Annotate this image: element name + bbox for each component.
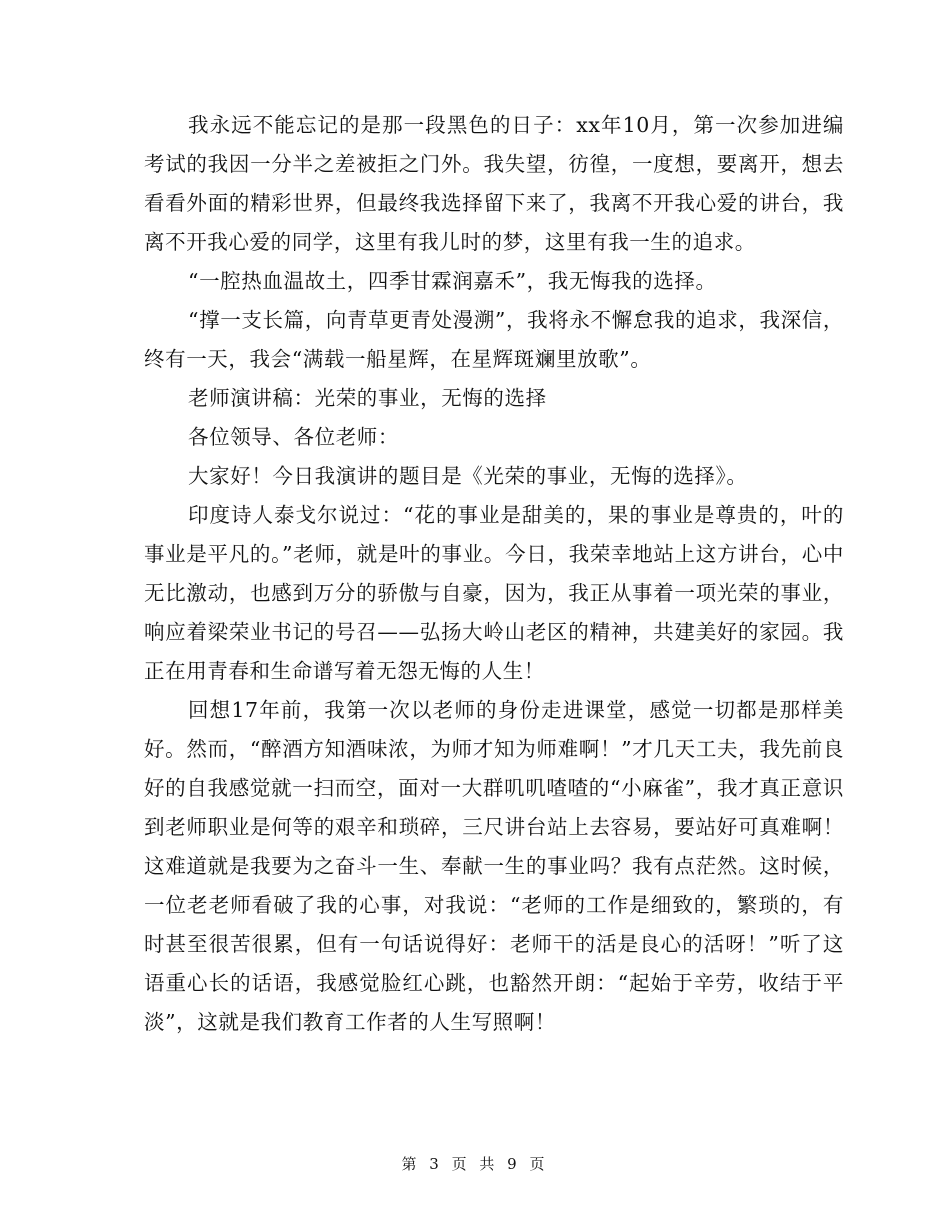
paragraph: 回想17年前，我第一次以老师的身份走进课堂，感觉一切都是那样美好。然而，“醉酒方知酒味浓，为师才知为师难啊！”才几天工夫，我先前良好的自我感觉就一扫而空，面对一大群叽叽喳喳的“小麻雀”，我才真正意识到老师职业是何等的艰辛和琐碎，三尺讲台站上去容易，要站好可真难啊！这难道就是我要为之奋斗一生、奉献一生的事业吗？我有点茫然。这时候，一位老老师看破了我的心事，对我说：“老师的工作是细致的，繁琐的，有时甚至很苦很累，但有一句话说得好：老师干的活是良心的活呀！”听了这语重心长的话语，我感觉脸红心跳，也豁然开朗：“起始于辛劳，收结于平淡”，这就是我们教育工作者的人生写照啊！ bbox=[144, 698, 844, 1034]
document-body bbox=[144, 106, 844, 1042]
page-number: 第 3 页 共 9 页 bbox=[401, 1155, 549, 1173]
paragraph: 大家好！今日我演讲的题目是《光荣的事业，无悔的选择》。 bbox=[188, 464, 748, 488]
paragraph: “撑一支长篇，向青草更青处漫溯”，我将永不懈怠我的追求，我深信，终有一天，我会“满载一船星辉，在星辉斑斓里放歌”。 bbox=[144, 308, 844, 371]
paragraph: 我永远不能忘记的是那一段黑色的日子：xx年10月，第一次参加进编考试的我因一分半之差被拒之门外。我失望，彷徨，一度想，要离开，想去看看外面的精彩世界，但最终我选择留下来了，我离不开我心爱的讲台，我离不开我心爱的同学，这里有我儿时的梦，这里有我一生的追求。 bbox=[144, 113, 844, 254]
speech-title: 老师演讲稿：光荣的事业，无悔的选择 bbox=[188, 386, 547, 410]
salutation: 各位领导、各位老师： bbox=[188, 425, 399, 449]
paragraph: 印度诗人泰戈尔说过：“花的事业是甜美的，果的事业是尊贵的，叶的事业是平凡的。”老师，就是叶的事业。今日，我荣幸地站上这方讲台，心中无比激动，也感到万分的骄傲与自豪，因为，我正从事着一项光荣的事业，响应着梁荣业书记的号召——弘扬大岭山老区的精神，共建美好的家园。我正在用青春和生命谱写着无怨无悔的人生！ bbox=[144, 503, 844, 683]
paragraph: “一腔热血温故土，四季甘霖润嘉禾”，我无悔我的选择。 bbox=[188, 269, 717, 293]
